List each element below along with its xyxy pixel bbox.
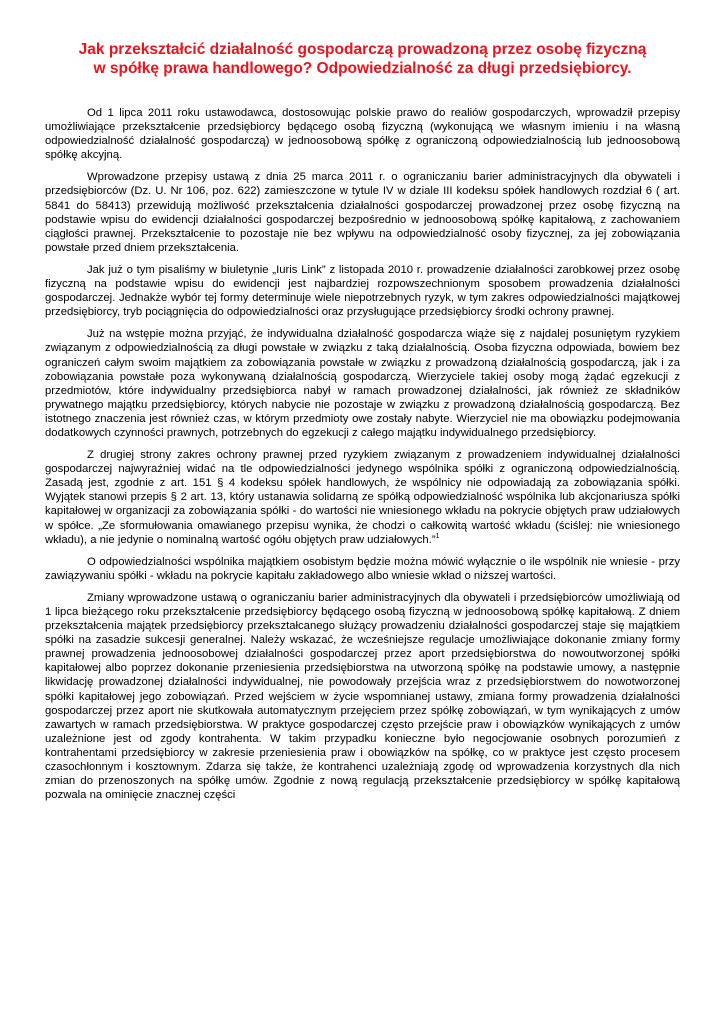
title-line-1: Jak przekształcić działalność gospodarczą prowadzoną przez osobę fizyczną <box>78 41 647 58</box>
title-line-2: w spółkę prawa handlowego? Odpowiedzialność za długi przedsiębiorcy. <box>93 60 632 77</box>
document-title <box>45 40 680 78</box>
paragraph-3: Jak już o tym pisaliśmy w biuletynie „Iuris Link” z listopada 2010 r. prowadzenie działalności zarobkowej przez osobę fizyczną na podstawie wpisu do ewidencji jest najbardziej rozpowszechnionym sposobem prowadzenia działalności gospodarczej. Jednakże wybór tej formy determinuje wiele niepotrzebnych ryzyk, w tym zakres odpowiedzialności majątkowej przedsiębiorcy, tryb pociągnięcia do odpowiedzialności oraz przysługujące przedsiębiorcy środki ochrony prawnej. <box>45 263 680 319</box>
paragraph-5-text: Z drugiej strony zakres ochrony prawnej przed ryzykiem związanym z prowadzeniem indywidualnej działalności gospodarczej najwyraźniej widać na tle odpowiedzialności jedynego wspólnika spółki z ograniczoną odpowiedzialnością. Zasadą jest, zgodnie z art. 151 § 4 kodeksu spółek handlowych, że wspólnicy nie odpowiadają za zobowiązania spółki. Wyjątek stanowi przepis § 2 art. 13, który ustanawia solidarną ze spółką odpowiedzialność wspólnika lub akcjonariusza spółki kapitałowej w organizacji za zobowiązania spółki - do wartości nie wniesionego wkładu na pokrycie objętych praw udziałowych w spółce. „Ze sformułowania omawianego przepisu wynika, że chodzi o całkowitą wartość wkładu (ściślej: nie wniesionego wkładu), a nie jedynie o nominalną wartość ogółu objętych praw udziałowych.” <box>45 449 680 546</box>
paragraph-6: O odpowiedzialności wspólnika majątkiem osobistym będzie można mówić wyłącznie o ile wspólnik nie wniesie - przy zawiązywaniu spółki - wkładu na pokrycie kapitału zakładowego albo wniesie wkład o niższej wartości. <box>45 555 680 582</box>
paragraph-4: Już na wstępie można przyjąć, że indywidualna działalność gospodarcza wiąże się z najdalej posuniętym ryzykiem związanym z odpowiedzialnością za długi powstałe w związku z taką działalnością. Osoba fizyczna odpowiada, bowiem bez ograniczeń całym swoim majątkiem za zobowiązania powstałe w związku z prowadzoną działalnością gospodarczą, jak i za zobowiązania powstałe poza wykonywaną działalnością gospodarczą. Wierzyciele takiej osoby mogą żądać egzekucji z przedmiotów, które indywidualny przedsiębiorca nabył w ramach prowadzonej działalności, jak również ze składników prywatnego majątku przedsiębiorcy, których nabycie nie pozostaje w związku z prowadzoną działalnością gospodarczą. Bez istotnego znaczenia jest również czas, w którym przedmioty owe zostały nabyte. Wierzyciel nie ma obowiązku podejmowania dodatkowych czynności prawnych, potrzebnych do egzekucji z całego majątku indywidualnego przedsiębiorcy. <box>45 328 680 439</box>
paragraph-5 <box>45 448 680 547</box>
paragraph-7: Zmiany wprowadzone ustawą o ograniczaniu barier administracyjnych dla obywateli i przedsiębiorców umożliwiają od 1 lipca bieżącego roku przekształcenie przedsiębiorcy będącego osobą fizyczną w jednoosobową spółkę kapitałową. Z dniem przekształcenia majątek przedsiębiorcy przekształcanego służący prowadzeniu działalności gospodarczej staje się majątkiem spółki na zasadzie sukcesji generalnej. Należy wskazać, że wcześniejsze regulacje umożliwiające dokonanie zmiany formy prawnej prowadzenia jednoosobowej działalności gospodarczej przez aport przedsiębiorstwa do nowoutworzonej spółki kapitałowej albo poprzez dokonanie przeniesienia przedsiębiorstwa na utworzoną spółkę na podstawie umowy, a następnie likwidację prowadzonej działalności indywidualnej, nie powodowały przejścia wraz z przedsiębiorstwem do nowotworzonej spółki kapitałowej jego zobowiązań. Przed wejściem w życie wspomnianej ustawy, zmiana formy prowadzenia działalności gospodarczej przez aport nie skutkowała automatycznym przejęciem przez spółkę zobowiązań, w tym wynikających z umów zawartych w ramach przedsiębiorstwa. W praktyce gospodarczej często przejście praw i obowiązków wynikających z umów uzależnione jest od zgody kontrahenta. W takim przypadku konieczne było negocjowanie osobnych porozumień z kontrahentami przedsiębiorcy w zakresie przeniesienia praw i obowiązków na spółkę, co w praktyce jest często procesem czasochłonnym i kosztownym. Zdarza się także, że kontrahenci uzależniają zgodę od wprowadzenia korzystnych dla nich zmian do przenoszonych na spółkę umów. Zgodnie z nową regulacją przekształcenie przedsiębiorcy w spółkę kapitałową pozwala na ominięcie znacznej części <box>45 591 680 802</box>
paragraph-1: Od 1 lipca 2011 roku ustawodawca, dostosowując polskie prawo do realiów gospodarczych, wprowadził przepisy umożliwiające przekształcenie przedsiębiorcy będącego osobą fizyczną (wykonującą we własnym imieniu i na własną odpowiedzialność działalność gospodarczą) w jednoosobową spółkę z ograniczoną odpowiedzialnością lub jednoosobową spółkę akcyjną. <box>45 107 680 162</box>
document-body <box>45 106 680 802</box>
paragraph-2: Wprowadzone przepisy ustawą z dnia 25 marca 2011 r. o ograniczaniu barier administracyjnych dla obywateli i przedsiębiorców (Dz. U. Nr 106, poz. 622) zamieszczone w tytule IV w dziale III kodeksu spółek handlowych rozdział 6 ( art. 5841 do 58413) przewidują możliwość przekształcenia działalności gospodarczej prowadzonej przez osobę fizyczną na podstawie wpisu do ewidencji działalności gospodarczej bezpośrednio w jednoosobową spółkę kapitałową, z zachowaniem ciągłości prawnej. Przekształcenie to pozostaje nie bez wpływu na odpowiedzialność osoby fizycznej, za jej zobowiązania powstałe przed dniem przekształcenia. <box>45 171 680 254</box>
footnote-reference: 1 <box>435 532 440 540</box>
